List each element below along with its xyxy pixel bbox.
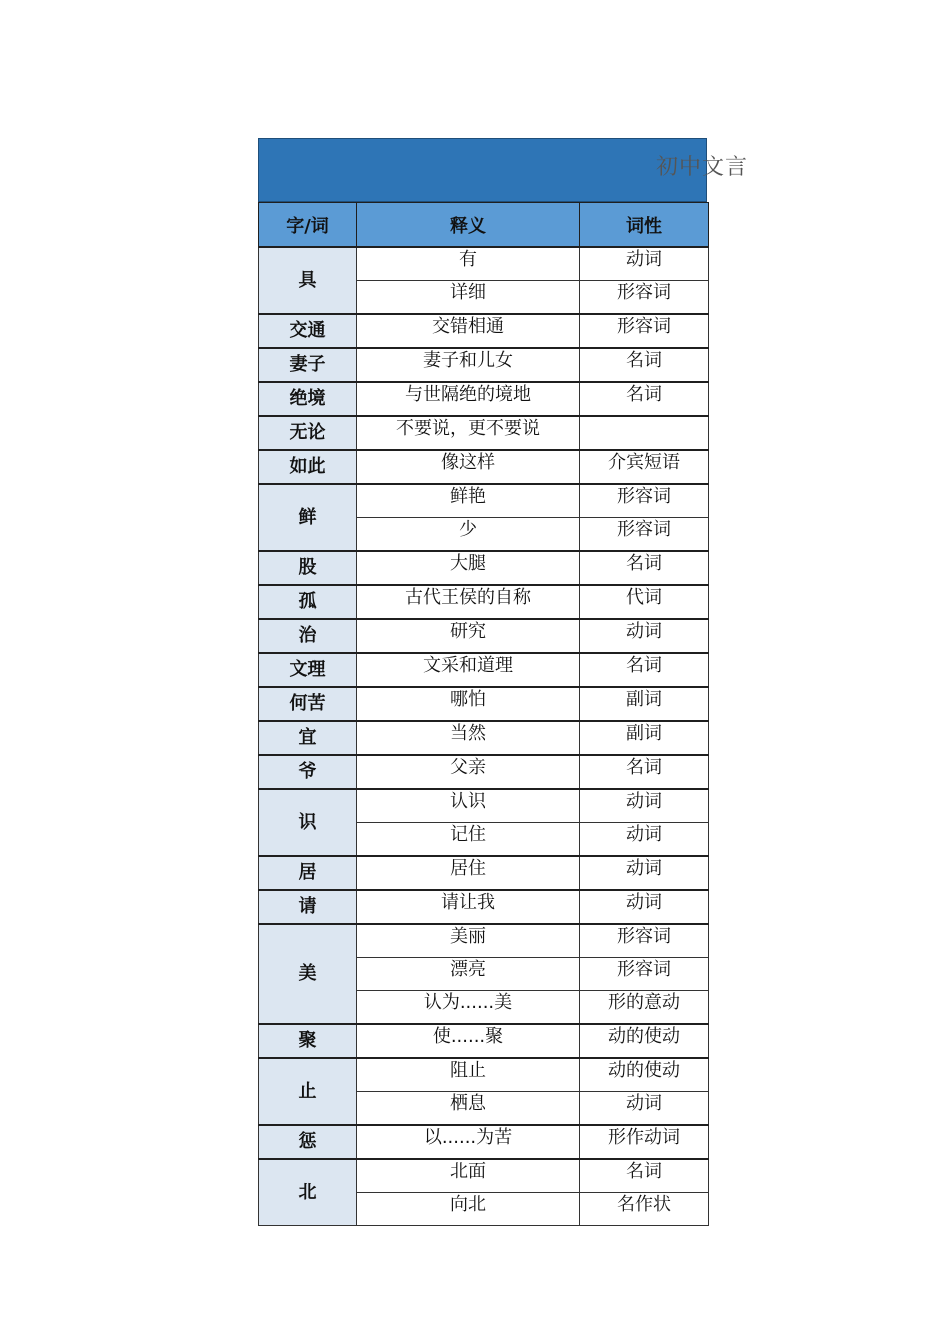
header-meaning: 释义 — [357, 203, 580, 248]
pos-cell: 介宾短语 — [580, 450, 709, 484]
table-row — [259, 1058, 709, 1092]
table-row — [259, 721, 709, 755]
meaning-cell: 使......聚 — [357, 1024, 580, 1058]
word-cell: 治 — [259, 619, 357, 653]
title-banner — [258, 138, 707, 202]
word-cell: 宜 — [259, 721, 357, 755]
meaning-cell: 少 — [357, 518, 580, 552]
table-row — [259, 856, 709, 890]
meaning-cell: 美丽 — [357, 924, 580, 958]
table-row — [259, 890, 709, 924]
meaning-cell: 哪怕 — [357, 687, 580, 721]
word-cell: 如此 — [259, 450, 357, 484]
meaning-cell: 交错相通 — [357, 314, 580, 348]
meaning-cell: 以......为苦 — [357, 1125, 580, 1159]
pos-cell: 名词 — [580, 1159, 709, 1193]
word-cell: 绝境 — [259, 382, 357, 416]
meaning-cell: 北面 — [357, 1159, 580, 1193]
word-cell: 鲜 — [259, 484, 357, 551]
word-cell: 孤 — [259, 585, 357, 619]
header-row — [259, 203, 709, 248]
word-cell: 股 — [259, 551, 357, 585]
word-cell: 北 — [259, 1159, 357, 1226]
page-title: 初中文言 — [656, 155, 749, 180]
pos-cell — [580, 416, 709, 450]
pos-cell: 动词 — [580, 823, 709, 857]
pos-cell: 动词 — [580, 247, 709, 281]
pos-cell: 名词 — [580, 382, 709, 416]
table-row — [259, 619, 709, 653]
pos-cell: 形容词 — [580, 484, 709, 518]
word-cell: 美 — [259, 924, 357, 1024]
meaning-cell: 妻子和儿女 — [357, 348, 580, 382]
word-cell: 请 — [259, 890, 357, 924]
meaning-cell: 认为......美 — [357, 991, 580, 1025]
word-cell: 识 — [259, 789, 357, 856]
meaning-cell: 与世隔绝的境地 — [357, 382, 580, 416]
table-row — [259, 314, 709, 348]
pos-cell: 名词 — [580, 755, 709, 789]
meaning-cell: 不要说，更不要说 — [357, 416, 580, 450]
word-cell: 爷 — [259, 755, 357, 789]
meaning-cell: 详细 — [357, 281, 580, 315]
meaning-cell: 请让我 — [357, 890, 580, 924]
word-cell: 文理 — [259, 653, 357, 687]
pos-cell: 动的使动 — [580, 1058, 709, 1092]
pos-cell: 副词 — [580, 721, 709, 755]
word-cell: 具 — [259, 247, 357, 314]
meaning-cell: 鲜艳 — [357, 484, 580, 518]
header-word: 字/词 — [259, 203, 357, 248]
meaning-cell: 居住 — [357, 856, 580, 890]
pos-cell: 名词 — [580, 348, 709, 382]
word-cell: 妻子 — [259, 348, 357, 382]
word-cell: 无论 — [259, 416, 357, 450]
pos-cell: 形容词 — [580, 281, 709, 315]
word-cell: 交通 — [259, 314, 357, 348]
pos-cell: 形容词 — [580, 958, 709, 991]
table-row — [259, 348, 709, 382]
pos-cell: 动词 — [580, 789, 709, 823]
table-row — [259, 1125, 709, 1159]
meaning-cell: 当然 — [357, 721, 580, 755]
meaning-cell: 研究 — [357, 619, 580, 653]
pos-cell: 形作动词 — [580, 1125, 709, 1159]
meaning-cell: 大腿 — [357, 551, 580, 585]
pos-cell: 动的使动 — [580, 1024, 709, 1058]
meaning-cell: 文采和道理 — [357, 653, 580, 687]
word-cell: 居 — [259, 856, 357, 890]
pos-cell: 动词 — [580, 1092, 709, 1126]
meaning-cell: 认识 — [357, 789, 580, 823]
word-cell: 止 — [259, 1058, 357, 1125]
pos-cell: 形容词 — [580, 924, 709, 958]
meaning-cell: 像这样 — [357, 450, 580, 484]
table-row — [259, 1024, 709, 1058]
table-row — [259, 484, 709, 518]
pos-cell: 形的意动 — [580, 991, 709, 1025]
header-pos: 词性 — [580, 203, 709, 248]
meaning-cell: 古代王侯的自称 — [357, 585, 580, 619]
meaning-cell: 漂亮 — [357, 958, 580, 991]
vocabulary-body — [259, 247, 709, 1226]
table-row — [259, 551, 709, 585]
meaning-cell: 记住 — [357, 823, 580, 857]
word-cell: 聚 — [259, 1024, 357, 1058]
pos-cell: 形容词 — [580, 314, 709, 348]
table-row — [259, 924, 709, 958]
meaning-cell: 栖息 — [357, 1092, 580, 1126]
table-row — [259, 247, 709, 281]
pos-cell: 名作状 — [580, 1193, 709, 1226]
table-row — [259, 653, 709, 687]
meaning-cell: 父亲 — [357, 755, 580, 789]
pos-cell: 代词 — [580, 585, 709, 619]
word-cell: 惩 — [259, 1125, 357, 1159]
pos-cell: 名词 — [580, 551, 709, 585]
pos-cell: 形容词 — [580, 518, 709, 552]
pos-cell: 动词 — [580, 856, 709, 890]
pos-cell: 名词 — [580, 653, 709, 687]
word-cell: 何苦 — [259, 687, 357, 721]
pos-cell: 副词 — [580, 687, 709, 721]
vocabulary-table — [258, 202, 709, 1226]
meaning-cell: 阻止 — [357, 1058, 580, 1092]
pos-cell: 动词 — [580, 890, 709, 924]
table-row — [259, 382, 709, 416]
meaning-cell: 向北 — [357, 1193, 580, 1226]
table-row — [259, 585, 709, 619]
meaning-cell: 有 — [357, 247, 580, 281]
pos-cell: 动词 — [580, 619, 709, 653]
table-row — [259, 755, 709, 789]
table-row — [259, 1159, 709, 1193]
table-row — [259, 687, 709, 721]
table-row — [259, 789, 709, 823]
table-row — [259, 416, 709, 450]
table-row — [259, 450, 709, 484]
